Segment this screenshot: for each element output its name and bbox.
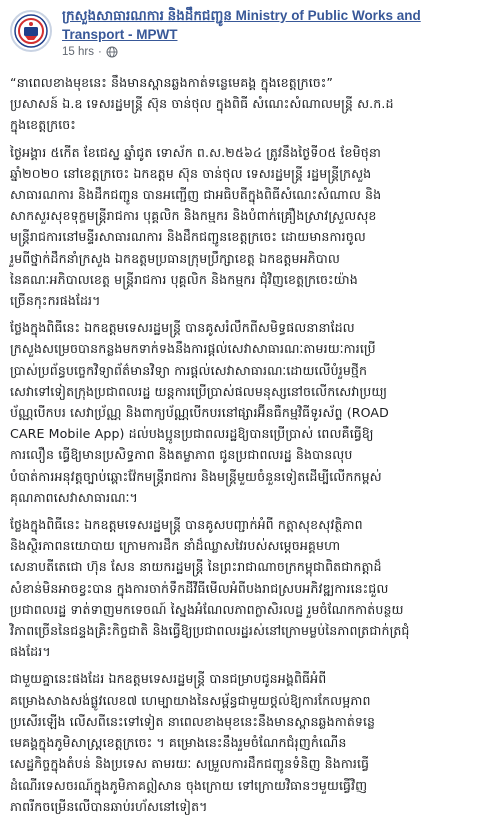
- globe-icon[interactable]: [106, 46, 118, 58]
- post-header-text: [62, 6, 491, 58]
- page-avatar[interactable]: [10, 10, 52, 52]
- page-name-link[interactable]: [62, 6, 491, 44]
- post-paragraph-headline: “នាពេលខាងមុខនេះ នឹងមានស្ពានឆ្លងកាត់ទន្លេមេគង្គ ក្នុងខេត្តក្រចេះ” ប្រសាសន៍ ឯ.ឧ ទេសរដ្ឋមន្ត្រី ស៊ុន ចាន់ថុល ក្នុងពិធី សំណេះសំណាលមន្ត្រី ស.ក.ដ ក្នុងខេត្តក្រចេះ: [10, 75, 394, 133]
- post-timestamp[interactable]: 15 hrs: [62, 46, 94, 58]
- post-body: [10, 72, 491, 817]
- meta-separator: ·: [97, 46, 102, 58]
- page-name-line-1[interactable]: ក្រសួងសាធារណការ និងដឹកជញ្ជូន Ministry of Public Works and: [62, 8, 421, 23]
- post-paragraph-event: ថ្ងៃអង្គារ ៥កើត ខែជេស្ឋ ឆ្នាំជូត ទោស័ក ព.ស.២៥៦៤ ត្រូវនឹងថ្ងៃទី០៥ ខែមិថុនា ឆ្នាំ២០២០ នៅខេត្តក្រចេះ ឯកឧត្តម ស៊ុន ចាន់ថុល ទេសរដ្ឋមន្ត្រី រដ្ឋមន្ត្រីក្រសួង សាធារណការ និងដឹកជញ្ជូន បានអញ្ជើញ ជាអធិបតីក្នុងពិធីសំណេះសំណាល និង សាកសួរសុខទុក្ខមន្ត្រីរាជការ បុគ្គលិក និងកម្មករ និងបំពាក់គ្រឿងស្រាវស្រួលសុខ មន្ត្រីរាជការនៅមន្ទីរសាធារណការ និងដឹកជញ្ជូនខេត្តក្រចេះ ដោយមានការចូល រួមពីថ្នាក់ដឹកនាំក្រសួង ឯកឧត្តមប្រធានក្រុមប្រឹក្សាខេត្ត ឯកឧត្តមអភិបាល នៃគណៈអភិបាលខេត្ត មន្ត្រីរាជការ បុគ្គលិក និងកម្មករ ជុំវិញខេត្តក្រចេះយ៉ាង ច្រើនកុះករផងដែរ។: [10, 144, 382, 309]
- post-paragraph-bridge: ជាមួយគ្នានេះផងដែរ ឯកឧត្តមទេសរដ្ឋមន្ត្រី បានជម្រាបជូនអង្គពិធីអំពី គម្រោងសាងសង់ផ្លូវលេខ៧ ហេម្បាយាងនៃសម្ព័ន្ធជាមួយថ្ដល់ឱ្យការកែលម្អភាព ប្រសើរឡើង លើសពីនេះទៅទៀត នាពេលខាងមុខនេះនឹងមានស្ពានឆ្លងកាត់ទន្លេ មេគង្គក្នុងភូមិសាស្ត្រខេត្តក្រចេះ ។ គម្រោងនេះនឹងរួមចំណែកជំរុញកំណើន សេដ្ឋកិច្ចក្នុងតំបន់ និងប្រទេស តាមរយៈ សម្រួលការដឹកជញ្ជូនទំនិញ និងការធ្វើ ដំណើរទេសចរណ៍ក្នុងភូមិភាគឦសាន ចុងក្រោយ ទៅក្រោយវិធានៗមួយធ្វើវិញ ភាពរីកចម្រើនលើបានឆាប់រហ័សនៅទៀត។: [10, 671, 376, 814]
- mpwt-logo-icon: [14, 14, 48, 48]
- post-paragraph-achievements: ថ្លែងក្នុងពិធីនេះ ឯកឧត្តមទេសរដ្ឋមន្ត្រី បានគូសរំលឹកពីសមិទ្ធផលនានាដែល ក្រសួងសម្រេចបានកន្លងមកទាក់ទងនឹងការផ្តល់សេវាសាធារណៈតាមរយៈការប្រើ ប្រាស់ប្រព័ន្ធបច្ចេកវិទ្យាព័ត៌មានវិទ្យា ការផ្តល់សេវាសាធារណៈដោយលើបំរួមថ្មីក សេវាទៅទៀតក្រុងប្រជាពលរដ្ឋ យន្តការប្រើប្រាស់ផលមនុស្សនៅចលើកសេវាប្រយ្យ ប័ណ្ណបើកបរ សេវាប្រ័ណ្ណ និងពាក្យប័ណ្ណបើកបរនៅផ្សារអ៊ីនធឺកម្មវិធីទូរស័ព្ទ (ROAD CARE Mobile App) ដល់បងប្អូនប្រជាពលរដ្ឋឱ្យបានប្រើប្រាស់ ពេលគឺធ្វើឱ្យ ការលឿន ធ្វើឱ្យមានប្រសិទ្ធភាព និងតម្លាភាព ជូនប្រជាពលរដ្ឋ និងបានលុប បំបាត់ការអនុវត្តច្បាប់ឆ្ពោះវ៉ែកមន្ត្រីរាជការ និងមន្ត្រីមួយចំនួនទៀតដើម្បីលើកកម្ពស់ គុណភាពសេវាសាធារណៈ។: [10, 320, 389, 505]
- post-meta: [62, 46, 491, 58]
- post-header: [10, 6, 491, 72]
- page-name-line-2[interactable]: Transport - MPWT: [62, 27, 178, 42]
- post-paragraph-stability: ថ្លែងក្នុងពិធីនេះ ឯកឧត្តមទេសរដ្ឋមន្ត្រី បានគូសបញ្ជាក់អំពី កត្តាសុខសុវត្ថិភាព និងស្ថិរភាពនយោបាយ ក្រោមការដឹក នាំដ៏ឈ្លាសវៃរបស់សម្តេចអគ្គមហា សេនាបតីតេជោ ហ៊ុន សែន នាយករដ្ឋមន្ត្រី នៃព្រះរាជាណាចក្រកម្ពុជាពិតជាកត្តាដ៏ សំខាន់មិនអាចខ្វះបាន ក្នុងការចាក់ទឹកដីវីធីមើលអំពីបងរាជស្របអភិវឌ្ឍការនេះជួល ប្រជាពលរដ្ឋ ទាត់ទាញមកទេចណ៍ ស្នៃងអំណែលភាពក្លាសិរលដ្ឋ រួមចំណែកកាត់បន្ថយ វិភាពច្រើននៃជន្ទងគ្រិះកិច្ចជាតិ និងធ្វើឱ្យប្រជាពលរដ្ឋរស់នៅក្រោមម្លប់នៃភាពត្រជាក់ត្រជុំ ផងដែរ។: [10, 517, 410, 660]
